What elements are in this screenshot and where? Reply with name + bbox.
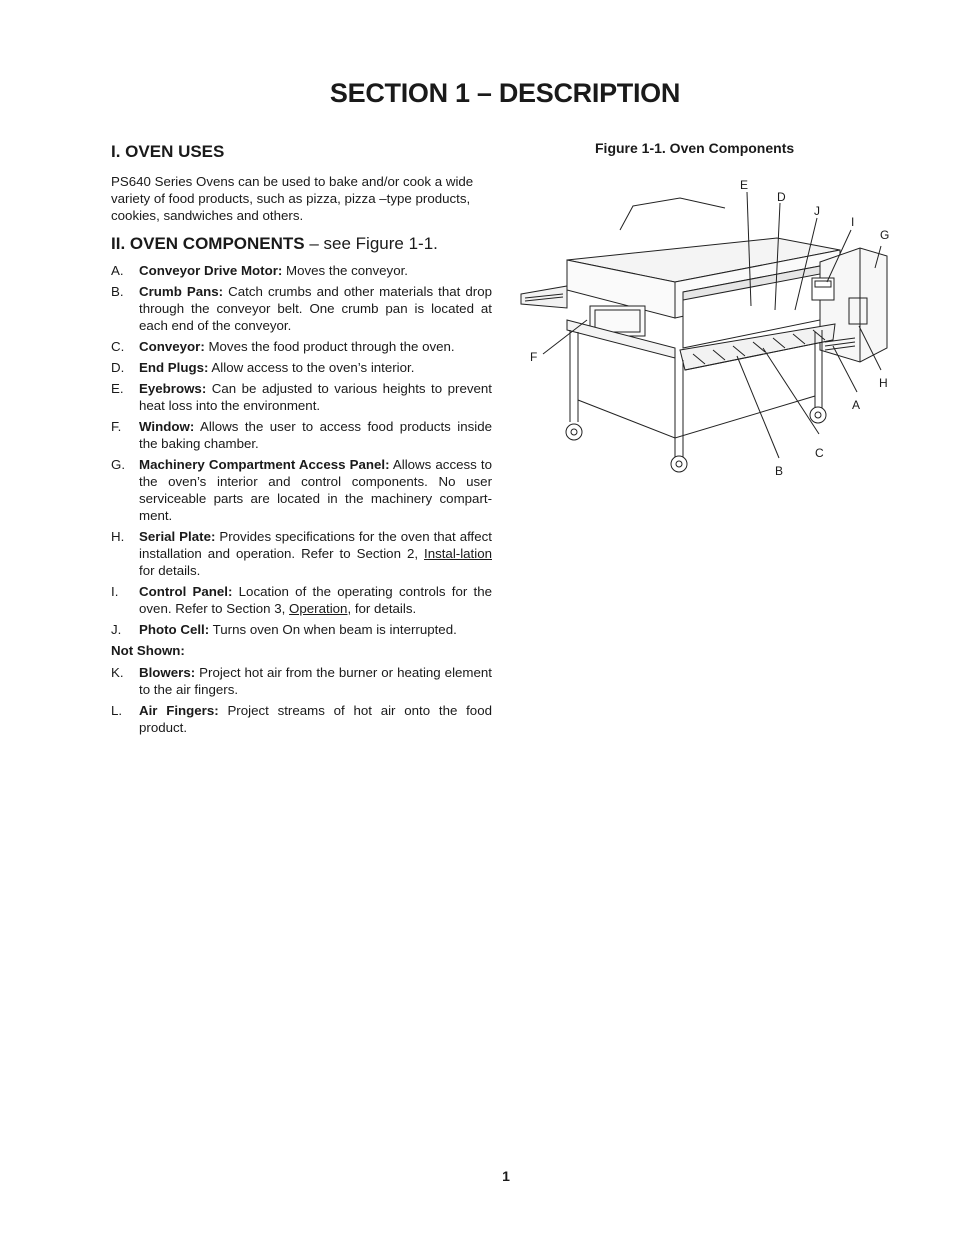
item-body — [139, 283, 492, 334]
item-body — [139, 583, 492, 617]
item-text: Catch crumbs and other materials that drop through the conveyor belt. One crumb pan is located at each end of the conveyor. — [139, 284, 492, 333]
item-text: Project streams of hot air onto the food product. — [139, 703, 492, 735]
item-letter: F. — [111, 419, 122, 434]
item-letter: C. — [111, 339, 125, 354]
callout-j: J — [814, 204, 820, 218]
item-text: Project hot air from the burner or heating element to the air fingers. — [139, 665, 492, 697]
left-column — [111, 143, 492, 740]
item-term: Machinery Compartment Access Panel: — [139, 457, 390, 472]
item-text-after: for details. — [139, 563, 201, 578]
item-body — [139, 528, 492, 579]
oven-components-heading-ref: – see Figure 1-1. — [304, 234, 438, 253]
component-item-b — [111, 283, 492, 334]
callout-g: G — [880, 228, 890, 242]
item-text: Turns oven On when beam is interrupted. — [209, 622, 457, 637]
component-item-g — [111, 456, 492, 524]
item-letter: E. — [111, 381, 124, 396]
oven-uses-heading: I. OVEN USES — [111, 142, 225, 161]
callout-b: B — [775, 464, 784, 478]
components-list — [111, 262, 492, 638]
oven-components-heading-bold: II. OVEN COMPONENTS — [111, 234, 305, 253]
item-body — [139, 664, 492, 698]
item-term: Eyebrows: — [139, 381, 207, 396]
item-letter: B. — [111, 284, 124, 299]
component-item-e — [111, 380, 492, 414]
item-body — [139, 262, 492, 279]
item-term: Photo Cell: — [139, 622, 210, 637]
oven-components-heading — [111, 235, 492, 252]
figure-caption: Figure 1-1. Oven Components — [595, 140, 795, 156]
item-term: Control Panel: — [139, 584, 233, 599]
item-text: Moves the conveyor. — [282, 263, 408, 278]
item-body — [139, 702, 492, 736]
item-text: Location of the operating controls for the oven. Refer to Section 3, — [139, 584, 492, 616]
item-text: Can be adjusted to various heights to prevent heat loss into the environment. — [139, 381, 492, 413]
installation-link-text: Instal-lation — [424, 546, 492, 561]
item-term: Serial Plate: — [139, 529, 216, 544]
component-item-l — [111, 702, 492, 736]
item-text: Provides specifications for the oven that affect installation and operation. Refer to Section 2, — [139, 529, 492, 561]
item-text: Moves the food product through the oven. — [204, 339, 455, 354]
item-term: Conveyor Drive Motor: — [139, 263, 283, 278]
not-shown-label: Not Shown: — [111, 643, 185, 658]
component-item-k — [111, 664, 492, 698]
callout-h: H — [879, 376, 888, 390]
item-letter: I. — [111, 584, 119, 599]
callout-f: F — [530, 350, 538, 364]
oven-uses-text: PS640 Series Ovens can be used to bake and/or cook a wide variety of food products, such as pizza, pizza –type products, cookies, sandwiches and others. — [111, 174, 474, 223]
item-term: Window: — [139, 419, 195, 434]
component-item-a — [111, 262, 492, 279]
callout-i: I — [851, 215, 855, 229]
callout-d: D — [777, 190, 786, 204]
item-text-after: , for details. — [347, 601, 417, 616]
item-letter: H. — [111, 529, 125, 544]
item-letter: G. — [111, 457, 126, 472]
item-body — [139, 418, 492, 452]
item-body — [139, 621, 492, 638]
item-text: Allows the user to access food products inside the baking chamber. — [139, 419, 492, 451]
item-text: Allows access to the oven’s interior and control components. No user serviceable parts are located in the machinery compart-ment. — [139, 457, 492, 523]
item-term: Blowers: — [139, 665, 196, 680]
item-term: End Plugs: — [139, 360, 209, 375]
operation-link-text: Operation — [289, 601, 348, 616]
item-letter: J. — [111, 622, 122, 637]
item-term: Conveyor: — [139, 339, 205, 354]
oven-components-figure — [515, 170, 895, 490]
item-term: Crumb Pans: — [139, 284, 224, 299]
item-body — [139, 380, 492, 414]
item-letter: L. — [111, 703, 123, 718]
item-body — [139, 359, 492, 376]
item-letter: D. — [111, 360, 125, 375]
item-body — [139, 338, 492, 355]
callout-e: E — [740, 178, 749, 192]
not-shown-list — [111, 664, 492, 736]
component-item-h — [111, 528, 492, 579]
item-body — [139, 456, 492, 524]
item-term: Air Fingers: — [139, 703, 219, 718]
page-number: 1 — [502, 1168, 510, 1184]
component-item-i — [111, 583, 492, 617]
component-item-j — [111, 621, 492, 638]
item-letter: A. — [111, 263, 124, 278]
callout-a: A — [852, 398, 861, 412]
section-title: SECTION 1 – DESCRIPTION — [329, 78, 681, 108]
item-letter: K. — [111, 665, 124, 680]
callout-c: C — [815, 446, 824, 460]
component-item-d — [111, 359, 492, 376]
component-item-c — [111, 338, 492, 355]
item-text: Allow access to the oven’s interior. — [208, 360, 415, 375]
oven-drawing — [515, 170, 895, 490]
component-item-f — [111, 418, 492, 452]
